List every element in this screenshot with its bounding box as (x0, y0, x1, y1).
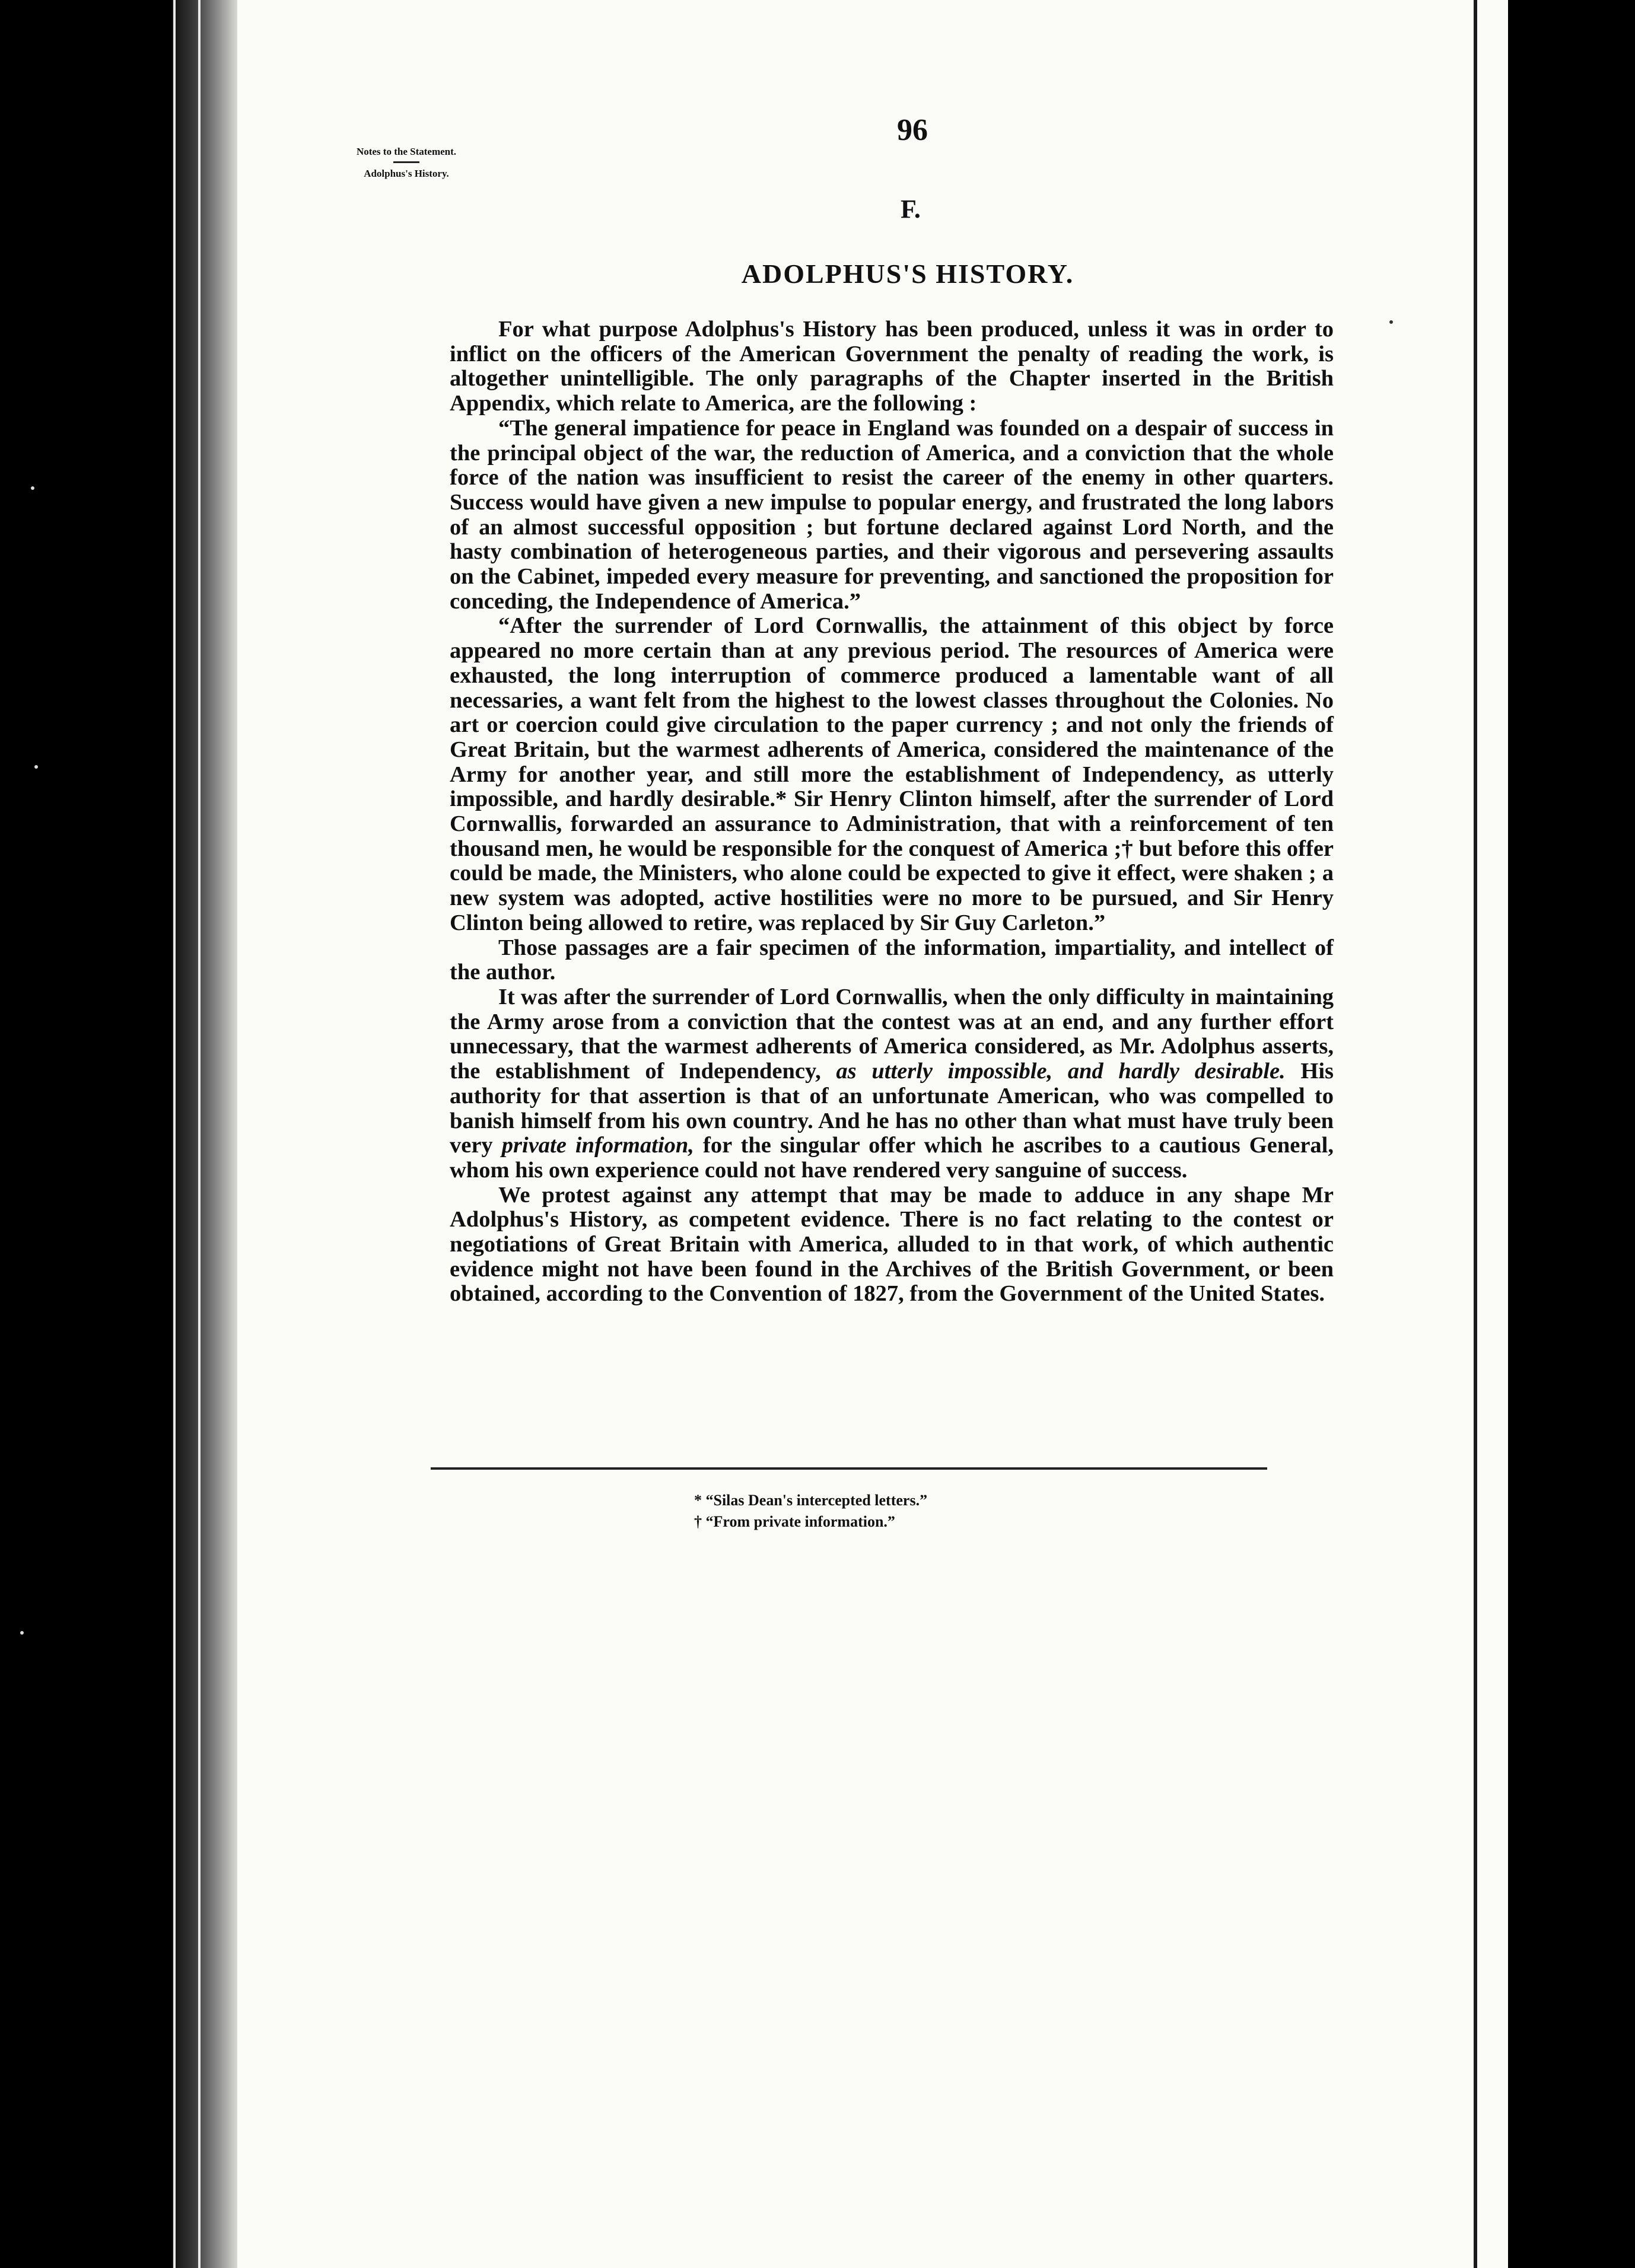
footnote-divider (431, 1467, 1267, 1470)
page-number: 96 (897, 113, 928, 147)
footnote: † “From private information.” (694, 1513, 895, 1530)
margin-notes (356, 146, 457, 180)
edge-line (198, 0, 201, 2268)
italic-phrase: as utterly impossible, and hardly desirable. (836, 1059, 1286, 1084)
paragraph: We protest against any attempt that may be made to adduce in any shape Mr Adolphus's History, as competent evidence. There is no fact relating to the contest or negotiations of Great Britain with America, alluded to in that work, of which authentic evidence might not have been found in the Archives of the British Government, or been obtained, according to the Convention of 1827, from the Government of the United States. (450, 1182, 1334, 1307)
text-run: It was after the surrender of Lord Cornwallis, when the only difficulty in maintaining the Army arose from a conviction that the contest was at an end, and any further effort unnecessary, that the warmest adherents of America considered, as Mr. Adolphus asserts, the establishment of Independency, (450, 984, 1334, 1084)
paragraph: For what purpose Adolphus's History has been produced, unless it was in order to inflict on the officers of the American Government the penalty of reading the work, is altogether unintelligible. The only paragraphs of the Chapter inserted in the British Appendix, which relate to America, are the following : (450, 317, 1334, 416)
paragraph: Those passages are a fair specimen of the information, impartiality, and intellect of the author. (450, 935, 1334, 985)
paragraph (450, 985, 1334, 1183)
page-gutter-shadow (172, 0, 237, 2268)
italic-phrase: private information, (501, 1133, 694, 1158)
text-run: His authority for that assertion is that of an unfortunate American, who was compelled to banish himself from his own country. And he has no other than what must have truly been very (450, 1059, 1334, 1158)
margin-note-history: Adolphus's History. (364, 168, 449, 179)
quote-paragraph: “The general impatience for peace in England was founded on a despair of success in the principal object of the war, the reduction of America, and a conviction that the whole force of the nation was insufficient to resist the career of the enemy in other quarters. Success would have given a new impulse to popular energy, and frustrated the long labors of an almost successful opposition ; but fortune declared against Lord North, and the hasty combination of heterogeneous parties, and their vigorous and persevering assaults on the Cabinet, impeded every measure for preventing, and sanctioned the proposition for conceding, the Independence of America.” (450, 415, 1334, 614)
scan-speck (1389, 320, 1393, 324)
scan-speck (31, 486, 34, 490)
scan-speck (34, 765, 38, 769)
scan-speck (20, 1631, 24, 1635)
edge-line (173, 0, 176, 2268)
margin-note-statement: Notes to the Statement. (356, 146, 457, 157)
section-letter: F. (901, 195, 921, 224)
quote-paragraph: “After the surrender of Lord Cornwallis, the attainment of this object by force appeared no more certain than at any previous period. The resources of America were exhausted, the long interruption of commerce produced a lamentable want of all necessaries, a want felt from the highest to the lowest classes throughout the Colonies. No art or coercion could give circulation to the paper currency ; and not only the friends of Great Britain, but the warmest adherents of America, considered the maintenance of the Army for another year, and still more the establishment of Independency, as utterly impossible, and hardly desirable.* Sir Henry Clinton himself, after the surrender of Lord Cornwallis, forwarded an assurance to Administration, that with a reinforcement of ten thousand men, he would be responsible for the conquest of America ;† but before this offer could be made, the Ministers, who alone could be expected to give it effect, were shaken ; a new system was adopted, active hostilities were no more to be pursued, and Sir Henry Clinton being allowed to retire, was replaced by Sir Guy Carleton.” (450, 613, 1334, 935)
body-text (450, 317, 1334, 1307)
text-run: for the singular offer which he ascribes to a cautious General, whom his own experience could not have rendered very sanguine of success. (450, 1133, 1334, 1183)
next-page-edge (1474, 0, 1508, 2268)
chapter-title: ADOLPHUS'S HISTORY. (741, 259, 1074, 289)
footnote: * “Silas Dean's intercepted letters.” (694, 1492, 928, 1509)
margin-note-rule (393, 161, 419, 163)
footnotes (694, 1490, 1109, 1533)
